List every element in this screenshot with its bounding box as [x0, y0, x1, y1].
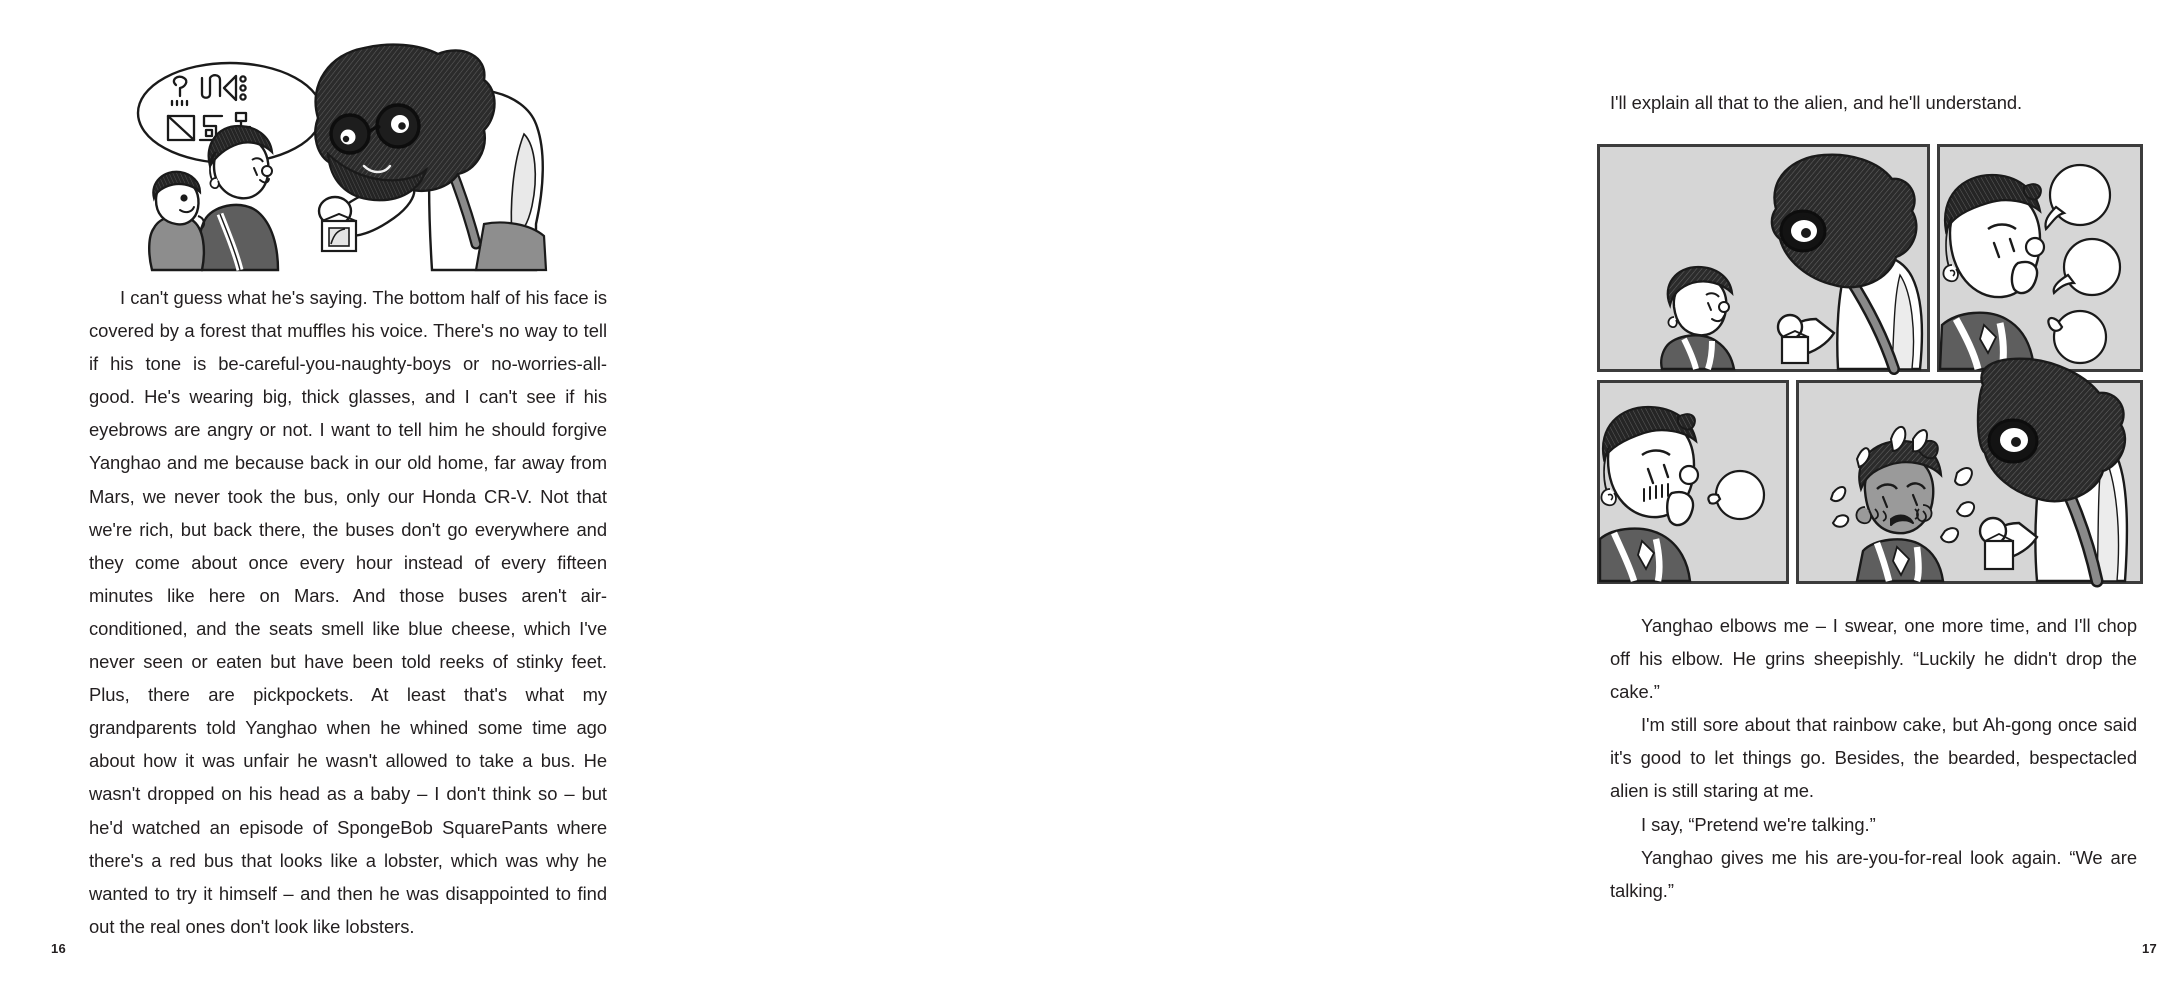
- right-page-top-text-column: [1610, 86, 2137, 119]
- boy-p1: [1661, 267, 1734, 369]
- right-page-paragraph-top-1: I'll explain all that to the alien, and he'll understand.: [1610, 92, 2023, 113]
- bearded-man-p1: [1772, 155, 1922, 369]
- left-page-text-column: [89, 281, 607, 943]
- right-page-paragraph-3: I say, “Pretend we're talking.”: [1641, 813, 1876, 835]
- page-number-right: 17: [2142, 941, 2157, 956]
- glasses-eye-p1: [1781, 211, 1825, 251]
- boys-and-bearded-alien-illustration: [132, 38, 572, 270]
- glasses-eye-p4: [1989, 420, 2037, 462]
- right-page-paragraph-2: I'm still sore about that rainbow cake, but Ah-gong once said it's good to let things go. Besides, the bearded, bespectacled alien is still staring at me.: [1610, 714, 2137, 802]
- right-page-paragraph-4: Yanghao gives me his are-you-for-real look again. “We are talking.”: [1610, 846, 2137, 901]
- older-boy-figure: [199, 126, 278, 270]
- right-page-paragraph-1: Yanghao elbows me – I swear, one more time, and I'll chop off his elbow. He grins sheepishly. “Luckily he didn't drop the cake.”: [1610, 615, 2137, 703]
- younger-boy-figure: [149, 172, 204, 270]
- four-panel-comic: [1597, 144, 2143, 584]
- comic-panel-2: [1937, 144, 2143, 372]
- right-page: [738, 0, 2157, 1006]
- right-page-bottom-text-column: [1610, 609, 2137, 907]
- comic-panel-4: [1796, 380, 2143, 584]
- left-page: [0, 0, 738, 1006]
- bearded-man-figure: [315, 45, 546, 270]
- bearded-man-p4: [1978, 359, 2127, 581]
- page-number-left: 16: [51, 941, 67, 956]
- comic-panel-1: [1597, 144, 1930, 372]
- left-page-paragraph-1: I can't guess what he's saying. The bottom half of his face is covered by a forest that muffles his voice. There's no way to tell if his tone is be-careful-you-naughty-boys or no-worries-all-good. He's wearing big, thick glasses, and I can't see if his eyebrows are angry or not. I want to tell him he should forgive Yanghao and me because back in our old home, far away from Mars, we never took the bus, only our Honda CR-V. Not that we're rich, but back there, the buses don't go everywhere and they come about once every hour instead of every fifteen minutes like here on Mars. And those buses aren't air-conditioned, and the seats smell like blue cheese, which I've never seen or eaten but have been told reeks of stinky feet. Plus, there are pickpockets. At least that's what my grandparents told Yanghao when he whined some time ago about how it was unfair he wasn't allowed to take a bus. He wasn't dropped on his head as a baby – I don't think so – but he'd watched an episode of SpongeBob SquarePants where there's a red bus that looks like a lobster, which was why he wanted to try it himself – and then he was disappointed to find out the real ones don't look like lobsters.: [89, 287, 607, 937]
- boy-p3: [1600, 407, 1698, 581]
- comic-panel-3: [1597, 380, 1789, 584]
